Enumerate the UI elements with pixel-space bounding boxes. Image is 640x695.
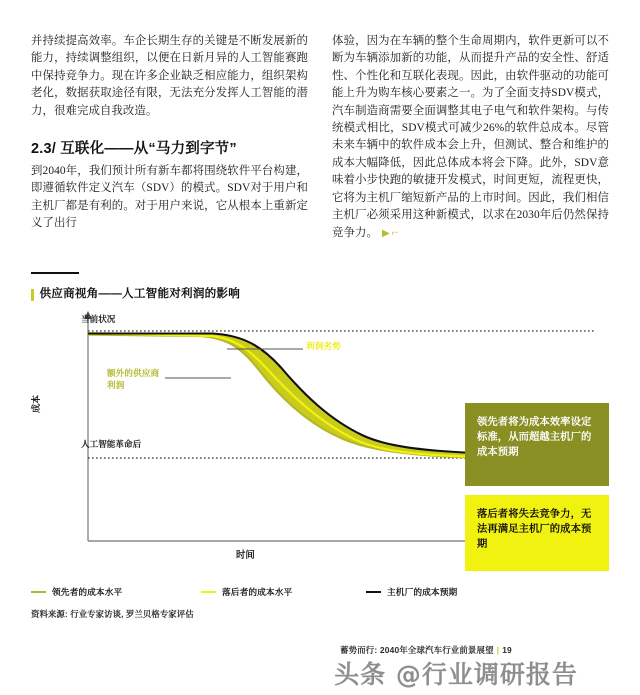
legend-swatch-leader bbox=[31, 591, 46, 594]
footer-title: 蓄势而行: 2040年全球汽车行业前景展望 bbox=[340, 645, 494, 655]
chart-legend bbox=[31, 586, 609, 598]
right-paragraph-text: 体验，因为在车辆的整个生命周期内，软件更新可以不断为车辆添加新的功能，从而提升产品的安全性、舒适性、个性化和互联化表现。因此，由软件驱动的功能可能上升为购车核心要素之一。为了全面支持SDV模式，汽车制造商需要全面调整其电子电气和软件架构。与传统模式相比，SDV模式可减少26%的软件总成本。尽管未来车辆中的软件成本会上升，但测试、整合和维护的成本大幅降低，因此总体成本将会下降。此外，SDV意味着小步快跑的敏捷开发模式，时间更短，流程更快，它将为主机厂缩短新产品的上市时间。因此，我们相信主机厂必须采用这种新模式，以求在2030年后仍然保持竞争力。 bbox=[332, 35, 609, 240]
callout-laggard: 落后者将失去竞争力，无法再满足主机厂的成本预期 bbox=[465, 495, 609, 571]
legend-label-oem: 主机厂的成本预期 bbox=[387, 587, 458, 597]
exhibit-title-row bbox=[31, 287, 609, 301]
left-paragraph-2: 到2040年，我们预计所有新车都将围绕软件平台构建，即遵循软件定义汽车（SDV）的模式。SDV对于用户和主机厂都是有利的。对于用户来说，它从根本上重新定义了出行 bbox=[31, 165, 308, 230]
legend-item-leader bbox=[31, 586, 201, 598]
left-column bbox=[31, 33, 308, 243]
legend-item-laggard bbox=[201, 586, 366, 598]
exhibit-title: 供应商视角——人工智能对利润的影响 bbox=[39, 287, 240, 301]
exhibit-top-rule bbox=[31, 272, 79, 274]
callout-leader: 领先者将为成本效率设定标准，从而超越主机厂的成本预期 bbox=[465, 403, 609, 486]
exhibit bbox=[31, 272, 609, 571]
section-title: 互联化——从“马力到字节” bbox=[60, 141, 237, 158]
right-paragraph-1 bbox=[332, 33, 609, 243]
extra-supplier-profit-annotation: 额外的供应商利润 bbox=[107, 368, 160, 390]
profit-disadvantage-annotation: 利润劣势 bbox=[306, 341, 341, 352]
after-ai-label: 人工智能革命后 bbox=[81, 439, 142, 450]
right-column bbox=[332, 33, 609, 243]
exhibit-source: 资料来源: 行业专家访谈, 罗兰贝格专家评估 bbox=[31, 609, 194, 619]
left-paragraph-1: 并持续提高效率。车企长期生存的关键是不断发展新的能力，持续调整组织，以便在日新月异的人工智能赛跑中保持竞争力。现在许多企业缺乏相应能力，组织架构老化，数据获取途径有限，无法充分发挥人工智能的潜力，很难完成自我改造。 bbox=[31, 35, 308, 117]
footer-separator: | bbox=[496, 645, 500, 655]
text-columns bbox=[31, 33, 609, 243]
current-state-label: 当前状况 bbox=[81, 314, 116, 325]
title-tick-marker bbox=[31, 289, 34, 301]
x-axis-label: 时间 bbox=[236, 549, 255, 561]
y-axis-label: 成本 bbox=[31, 395, 41, 414]
legend-item-oem bbox=[366, 586, 546, 598]
section-heading bbox=[31, 137, 308, 158]
bar-icon: ⌐ bbox=[391, 225, 399, 240]
end-of-section-mark bbox=[382, 224, 399, 242]
watermark: 头条 @行业调研报告 bbox=[334, 660, 578, 689]
legend-swatch-laggard bbox=[201, 591, 216, 594]
legend-swatch-oem bbox=[366, 591, 381, 594]
legend-label-laggard: 落后者的成本水平 bbox=[222, 587, 293, 597]
chart-area bbox=[31, 309, 609, 571]
section-number: 2.3/ bbox=[31, 141, 56, 158]
triangle-icon: ▶ bbox=[381, 228, 390, 240]
legend-label-leader: 领先者的成本水平 bbox=[52, 587, 123, 597]
footer-page-number: 19 bbox=[502, 645, 512, 655]
